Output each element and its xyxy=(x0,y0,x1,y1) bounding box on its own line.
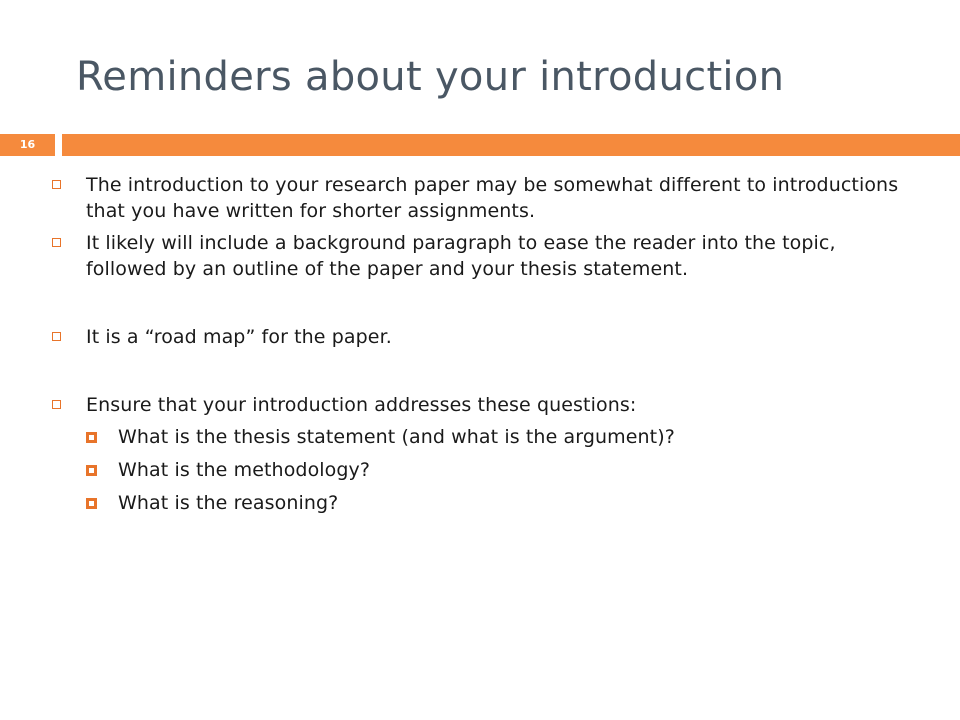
bullet-item xyxy=(52,230,912,282)
hollow-square-bullet-icon xyxy=(52,332,61,341)
header-accent-bar xyxy=(62,134,960,156)
bullet-item xyxy=(52,172,912,224)
slide-body xyxy=(52,172,912,523)
sub-bullet-item xyxy=(52,424,912,450)
sub-bullet-text: What is the methodology? xyxy=(118,459,371,481)
sub-bullet-item xyxy=(52,457,912,483)
bullet-text: The introduction to your research paper may be somewhat different to introductions that you have written for shorter assignments. xyxy=(86,174,899,222)
bullet-text: Ensure that your introduction addresses these questions: xyxy=(86,394,637,416)
sub-bullet-text: What is the reasoning? xyxy=(118,492,339,514)
filled-square-bullet-icon xyxy=(86,465,97,476)
bullet-item xyxy=(52,324,912,350)
filled-square-bullet-icon xyxy=(86,432,97,443)
filled-square-bullet-icon xyxy=(86,498,97,509)
hollow-square-bullet-icon xyxy=(52,400,61,409)
bullet-item xyxy=(52,392,912,418)
hollow-square-bullet-icon xyxy=(52,238,61,247)
sub-bullet-item xyxy=(52,490,912,516)
bullet-text: It likely will include a background paragraph to ease the reader into the topic, followed by an outline of the paper and your thesis statement. xyxy=(86,232,836,280)
slide-number: 16 xyxy=(0,134,55,156)
hollow-square-bullet-icon xyxy=(52,180,61,189)
slide-title: Reminders about your introduction xyxy=(76,54,785,100)
bullet-text: It is a “road map” for the paper. xyxy=(86,326,392,348)
sub-bullet-text: What is the thesis statement (and what is the argument)? xyxy=(118,426,675,448)
